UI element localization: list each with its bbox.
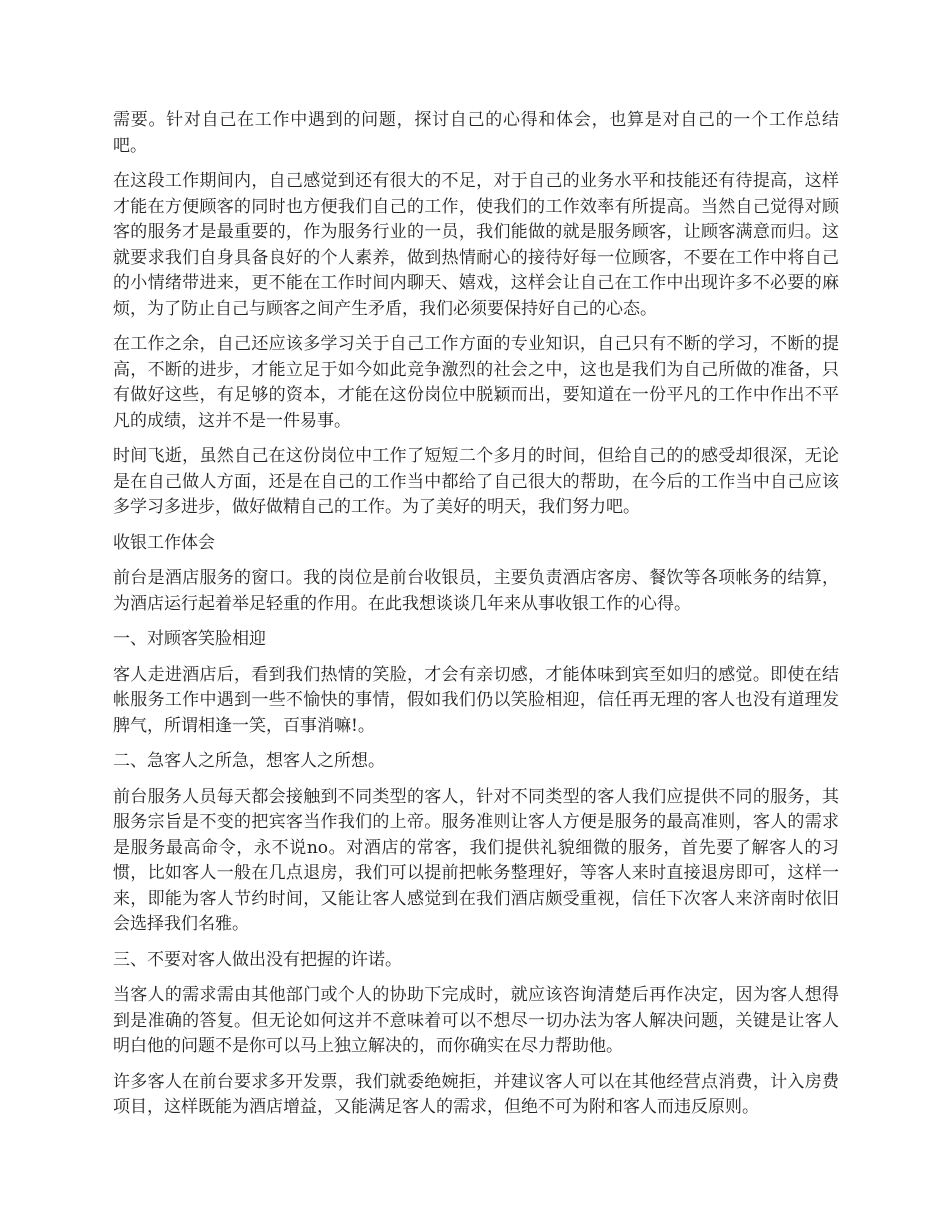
paragraph-intro-continued: 需要。针对自己在工作中遇到的问题，探讨自己的心得和体会，也算是对自己的一个工作总结吧。 [113, 110, 839, 156]
paragraph-service: 前台服务人员每天都会接触到不同类型的客人，针对不同类型的客人我们应提供不同的服务，其服务宗旨是不变的把宾客当作我们的上帝。服务准则让客人方便是服务的最高准则，客人的需求是服务最高命令，永不说no。对酒店的常客，我们提供礼貌细微的服务，首先要了解客人的习惯，比如客人一般在几点退房，我们可以提前把帐务整理好，等客人来时直接退房即可，这样一来，即能为客人节约时间，又能让客人感觉到在我们酒店颇受重视，信任下次客人来济南时依旧会选择我们名雅。 [113, 786, 839, 934]
paragraph-promises: 当客人的需求需由其他部门或个人的协助下完成时，就应该咨询清楚后再作决定，因为客人想得到是准确的答复。但无论如何这并不意味着可以不想尽一切办法为客人解决问题，关键是让客人明白他的问题不是你可以马上独立解决的，而你确实在尽力帮助他。 [113, 985, 839, 1056]
paragraph-invoices: 许多客人在前台要求多开发票，我们就委绝婉拒，并建议客人可以在其他经营点消费，计入房费项目，这样既能为酒店增益，又能满足客人的需求，但绝不可为附和客人而违反原则。 [113, 1071, 839, 1117]
section-title-cashier: 收银工作体会 [113, 532, 215, 553]
paragraph-time-flies: 时间飞逝，虽然自己在这份岗位中工作了短短二个多月的时间，但给自己的的感受却很深，无论是在自己做人方面，还是在自己的工作当中都给了自己很大的帮助，在今后的工作当中自己应该多学习多进步，做好做精自己的工作。为了美好的明天，我们努力吧。 [113, 446, 839, 517]
heading-point-one: 一、对顾客笑脸相迎 [113, 629, 266, 649]
document-body [113, 108, 839, 1131]
heading-point-three: 三、不要对客人做出没有把握的许诺。 [113, 949, 402, 970]
paragraph-learning: 在工作之余，自己还应该多学习关于自己工作方面的专业知识，自己只有不断的学习，不断的提高，不断的进步，才能立足于如今如此竞争激烈的社会之中，这也是我们为自己所做的准备，只有做好这些，有足够的资本，才能在这份岗位中脱颖而出，要知道在一份平凡的工作中作出不平凡的成绩，这并不是一件易事。 [113, 334, 839, 431]
paragraph-smile: 客人走进酒店后，看到我们热情的笑脸，才会有亲切感，才能体味到宾至如归的感觉。即使在结帐服务工作中遇到一些不愉快的事情，假如我们仍以笑脸相迎，信任再无理的客人也没有道理发脾气，所谓相逢一笑，百事消嘛!。 [113, 664, 839, 736]
paragraph-self-reflection: 在这段工作期间内，自己感觉到还有很大的不足，对于自己的业务水平和技能还有待提高，这样才能在方便顾客的同时也方便我们自己的工作，使我们的工作效率有所提高。当然自己觉得对顾客的服务才是最重要的，作为服务行业的一员，我们能做的就是服务顾客，让顾客满意而归。这就要求我们自身具备良好的个人素养，做到热情耐心的接待好每一位顾客，不要在工作中将自己的小情绪带进来，更不能在工作时间内聊天、嬉戏，这样会让自己在工作中出现许多不必要的麻烦，为了防止自己与顾客之间产生矛盾，我们必须要保持好自己的心态。 [113, 171, 839, 319]
paragraph-front-desk: 前台是酒店服务的窗口。我的岗位是前台收银员，主要负责酒店客房、餐饮等各项帐务的结算，为酒店运行起着举足轻重的作用。在此我想谈谈几年来从事收银工作的心得。 [113, 568, 839, 614]
heading-point-two: 二、急客人之所急，想客人之所想。 [113, 751, 385, 771]
